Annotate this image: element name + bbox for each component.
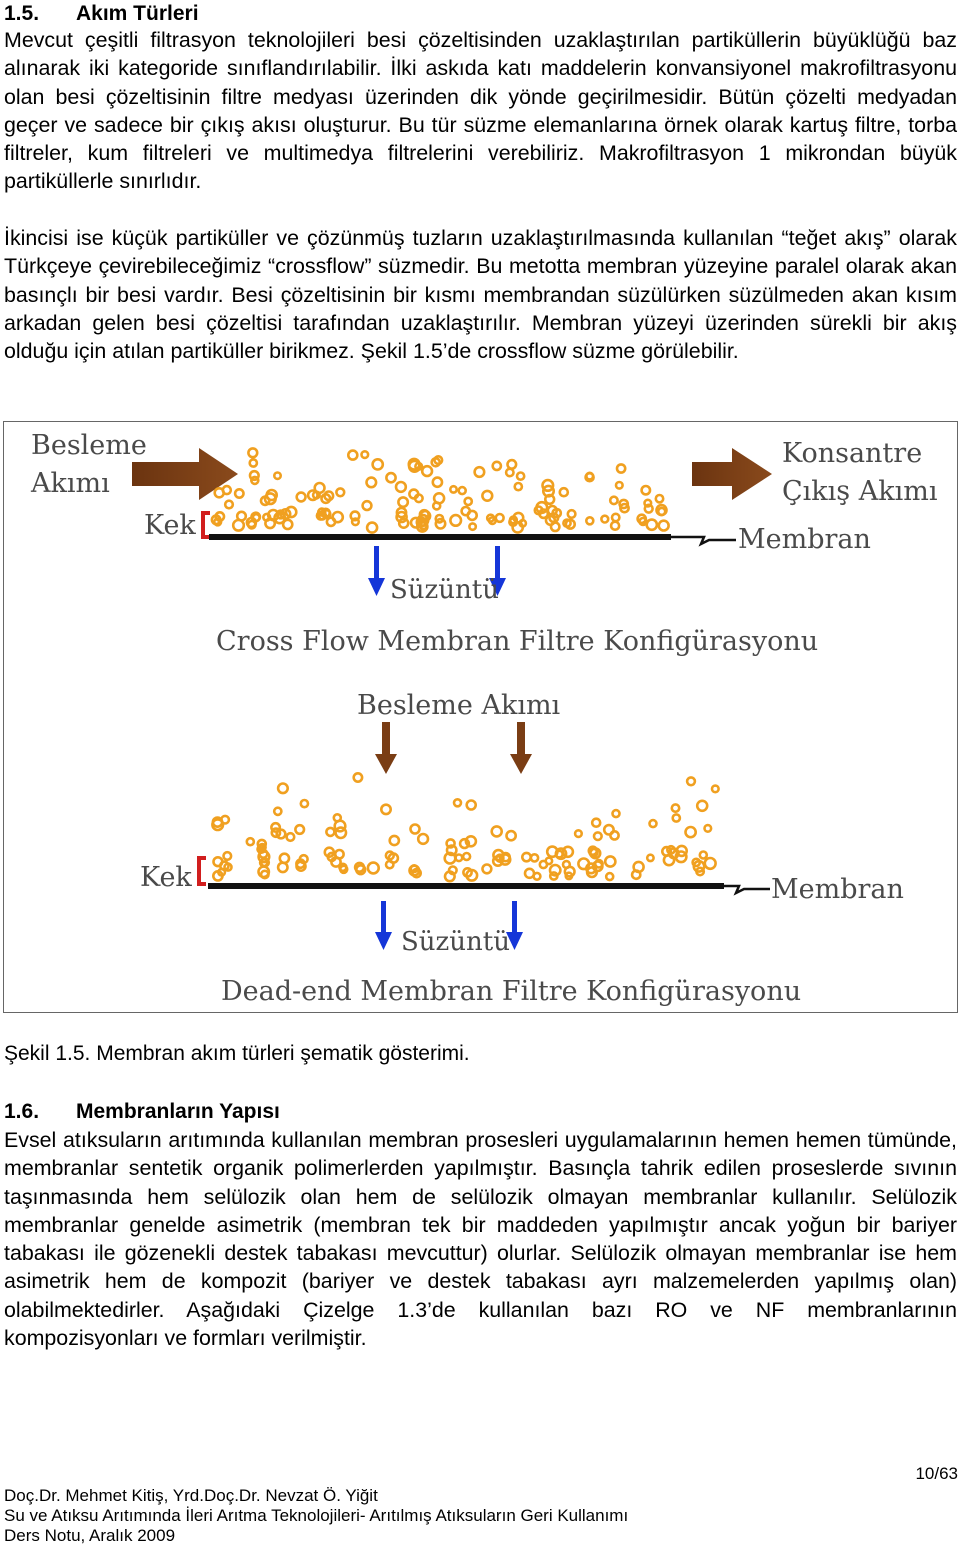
section-title: Akım Türleri	[76, 2, 199, 25]
particle	[250, 459, 257, 466]
deadend-diagram	[140, 690, 904, 1007]
particle	[261, 871, 268, 878]
section-number: 1.6.	[4, 1100, 40, 1123]
particle	[586, 473, 594, 481]
particle	[297, 493, 306, 502]
particle	[469, 523, 475, 529]
deadend-feed-arrow-left	[375, 722, 397, 774]
particle	[396, 482, 406, 492]
particle	[335, 850, 343, 858]
particle	[604, 825, 613, 834]
particle	[248, 448, 257, 457]
section-number: 1.5.	[4, 2, 40, 25]
particle	[367, 523, 377, 533]
particle	[687, 777, 695, 785]
crossflow-concentrate-label-1: Konsantre	[782, 438, 923, 469]
deadend-feed-arrow-right	[510, 722, 532, 774]
crossflow-feed-label-2: Akımı	[31, 468, 110, 499]
particle	[672, 804, 679, 811]
particle	[613, 810, 620, 817]
particle	[295, 825, 304, 834]
particle	[610, 497, 617, 504]
cake-bracket	[203, 513, 210, 537]
deadend-cake-bracket	[199, 858, 206, 884]
particle	[287, 833, 295, 841]
particle	[465, 498, 472, 505]
particle	[647, 520, 657, 530]
footer-course-title: Su ve Atıksu Arıtımında İleri Arıtma Teknolojileri- Arıtılmış Atıksuların Geri Kullanımı	[4, 1506, 629, 1525]
section-title: Membranların Yapısı	[76, 1100, 280, 1123]
particle	[705, 858, 716, 869]
particle	[616, 482, 623, 489]
crossflow-cake-label: Kek	[144, 510, 196, 541]
particle	[433, 478, 442, 487]
particle	[224, 852, 232, 860]
particle	[413, 869, 421, 877]
particle	[368, 863, 379, 874]
particle	[450, 515, 461, 526]
particle	[617, 464, 625, 472]
particle	[454, 799, 461, 806]
particle	[411, 825, 420, 834]
particle	[517, 473, 524, 480]
crossflow-membrane	[209, 534, 671, 540]
particle	[475, 467, 485, 477]
particle	[515, 483, 522, 490]
membrane-flow-figure	[3, 421, 958, 1013]
footer-date: Ders Notu, Aralık 2009	[4, 1526, 176, 1545]
particle	[456, 855, 463, 862]
particle	[336, 488, 344, 496]
section-heading-1-5	[4, 0, 199, 28]
particle	[697, 801, 707, 811]
deadend-particles	[212, 773, 718, 881]
particle	[373, 459, 383, 469]
particle	[398, 497, 407, 506]
particle	[334, 814, 341, 821]
particle	[605, 856, 615, 866]
particle	[647, 855, 653, 861]
particle	[278, 784, 288, 794]
permeate-arrow-left	[368, 546, 385, 596]
deadend-membrane	[208, 883, 724, 889]
particle	[467, 801, 476, 810]
crossflow-diagram	[30, 430, 938, 657]
particle	[658, 508, 665, 515]
deadend-permeate-label: Süzüntü	[401, 927, 510, 957]
footer-authors: Doç.Dr. Mehmet Kitiş, Yrd.Doç.Dr. Nevzat Ö. Yiğit	[4, 1486, 378, 1505]
particle	[235, 489, 243, 497]
deadend-membrane-pointer	[724, 886, 770, 893]
particle	[712, 786, 719, 793]
particle	[673, 814, 680, 821]
particle	[301, 800, 308, 807]
particle	[336, 828, 346, 838]
particle	[450, 486, 456, 492]
particle	[594, 832, 602, 840]
particle	[274, 808, 281, 815]
particle	[225, 501, 233, 509]
particle	[586, 517, 593, 524]
particle	[531, 854, 538, 861]
particle	[237, 512, 246, 521]
particle	[390, 836, 399, 845]
particle	[493, 462, 501, 470]
particle	[507, 831, 516, 840]
particle	[253, 514, 260, 521]
particle	[575, 830, 582, 837]
particle	[422, 466, 432, 476]
particle	[367, 478, 377, 488]
deadend-permeate-arrow-left	[375, 901, 392, 950]
particle	[686, 827, 696, 837]
crossflow-title: Cross Flow Membran Filtre Konfigürasyonu	[216, 626, 819, 657]
paragraph-membran-yapisi: Evsel atıksuların arıtımında kullanılan membran prosesleri uygulamalarının hemen hemen tümünde, membranlar sentetik organik polimerlerden yapılmıştır. Basınçla tahrik edilen proseslerde sıvının taşınmasında hem selülozik olan hem de selülozik olmayan membranlar kullanılır. Selülozik membranlar genelde asimetrik (membran tek bir maddeden yapılmıştır ancak yoğun bir bariyer tabakası ile gözenekli destek tabakası mevcuttur) olurlar. Selülozik olmayan membranlar ise hem asimetrik hem de kompozit (bariyer ve destek tabakası ayrı malzemelerden yapılmış olan) olabilmektedirler. Aşağıdaki Çizelge 1.3’de kullanılan bazı RO ve NF membranlarının kompozisyonları ve formları verilmiştir.	[4, 1128, 957, 1351]
deadend-cake-label: Kek	[140, 862, 192, 893]
crossflow-feed-label-1: Besleme	[31, 430, 147, 461]
particle	[468, 511, 477, 520]
particle	[508, 460, 517, 469]
particle	[381, 805, 390, 814]
particle	[483, 865, 492, 874]
particle	[612, 514, 619, 521]
particle	[551, 523, 559, 531]
crossflow-concentrate-label-2: Çıkış Akımı	[782, 476, 938, 507]
particle	[645, 505, 653, 513]
particle	[560, 488, 568, 496]
particle	[700, 852, 707, 859]
paragraph-akim-turleri-1: Mevcut çeşitli filtrasyon teknolojileri besi çözeltisinden uzaklaştırılan partiküllerin büyüklüğü baz alınarak iki kategoride sınıflandırılabilir. İlki askıda katı maddelerin konvansiyonel makrofiltrasyonu olan besi çözeltisinin filtre medyası üzerinden dik yönde geçirilmesidir. Bütün çözelti medyadan geçer ve sadece bir çıkış akısı oluşturur. Bu tür süzme elemanlarına örnek olarak kartuş filtre, torba filtreler, kum filtreleri ve multimedya filtrelerini verebiliriz. Makrofiltrasyon 1 mikrondan büyük partiküllerle sınırlıdır.	[4, 28, 957, 194]
deadend-feed-label: Besleme Akımı	[357, 690, 561, 721]
particle	[296, 860, 304, 868]
particle	[263, 514, 270, 521]
particle	[606, 873, 613, 880]
particle	[214, 519, 221, 526]
particle	[522, 853, 530, 861]
particle	[650, 820, 657, 827]
particle	[352, 519, 359, 526]
particle	[659, 521, 669, 531]
particle	[386, 861, 393, 868]
particle	[463, 853, 470, 860]
particle	[656, 495, 663, 502]
particle	[642, 486, 650, 494]
particle	[496, 514, 504, 522]
particle	[482, 491, 492, 501]
section-heading-1-6	[4, 1098, 280, 1126]
particle	[363, 501, 372, 510]
particle	[327, 518, 335, 526]
figure-caption: Şekil 1.5. Membran akım türleri şematik gösterimi.	[4, 1042, 470, 1065]
particle	[247, 838, 254, 845]
particle	[492, 826, 502, 836]
particle	[705, 825, 712, 832]
paragraph-akim-turleri-2: İkincisi ise küçük partiküller ve çözünmüş tuzların uzaklaştırılmasında kullanılan “teğet akış” olarak Türkçeye çevirebileceğimiz “crossflow” süzmedir. Bu metotta membran yüzeyine paralel olarak akan basınçlı bir besi vardır. Besi çözeltisinin bir kısmı membrandan süzülürken süzülmeden akan kısım arkadan gelen besi çözeltisi tarafından uzaklaştırılır. Membran yüzeyi üzerinden sürekli bir akış olduğu için atılan partiküller birikmez. Şekil 1.5’de crossflow süzme görülebilir.	[4, 226, 957, 364]
crossflow-permeate-label: Süzüntü	[390, 575, 499, 605]
particle	[601, 516, 608, 523]
particle	[326, 828, 334, 836]
deadend-title: Dead-end Membran Filtre Konfigürasyonu	[221, 976, 802, 1007]
particle	[274, 473, 280, 479]
particle	[362, 451, 369, 458]
deadend-membrane-label: Membran	[771, 874, 904, 905]
crossflow-particles	[212, 448, 669, 532]
crossflow-membrane-label: Membran	[738, 524, 871, 555]
particle	[506, 469, 513, 476]
particle	[418, 834, 428, 844]
particle	[348, 451, 357, 460]
particle	[449, 867, 457, 875]
particle	[592, 819, 600, 827]
particle	[459, 487, 466, 494]
particle	[590, 849, 598, 857]
crossflow-membrane-pointer	[671, 537, 736, 544]
particle	[280, 854, 289, 863]
particle	[611, 522, 619, 530]
particle	[540, 861, 547, 868]
particle	[278, 863, 287, 872]
particle	[354, 773, 362, 781]
particle	[386, 473, 395, 482]
particle	[568, 510, 576, 518]
particle	[525, 869, 534, 878]
particle	[340, 866, 347, 873]
particle	[595, 860, 602, 867]
page-number: 10/63	[915, 1464, 958, 1483]
concentrate-arrow-brown	[692, 448, 772, 500]
